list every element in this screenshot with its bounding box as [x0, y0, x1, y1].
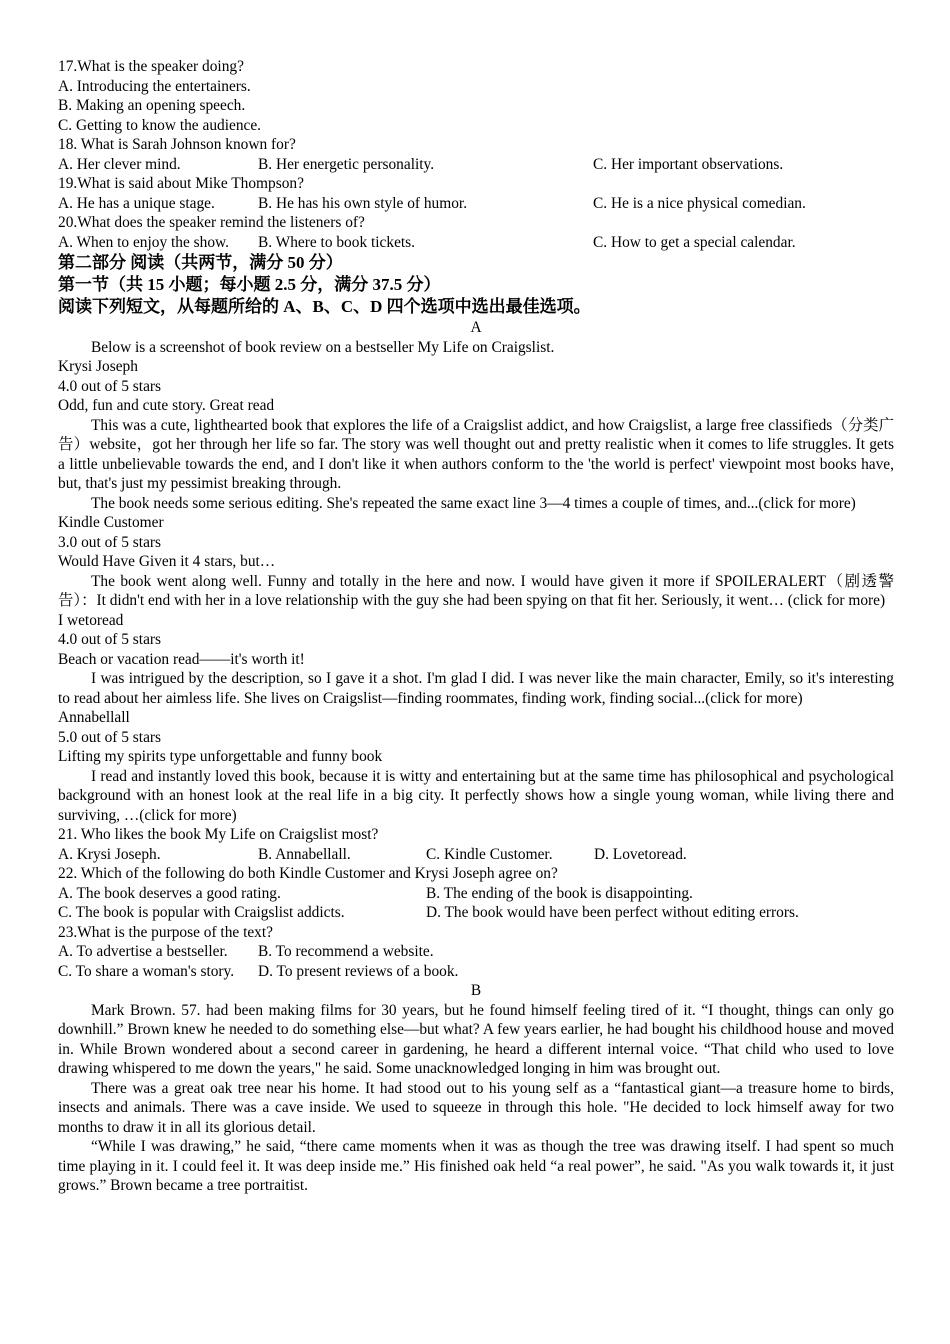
q18-options	[58, 155, 894, 175]
review-body: The book needs some serious editing. She's repeated the same exact line 3—4 times a couple of times, and...(click for more)	[91, 494, 856, 512]
q18-option-b: B. Her energetic personality.	[258, 155, 435, 173]
q23-stem: 23.What is the purpose of the text?	[58, 923, 273, 941]
review-author: Krysi Joseph	[58, 358, 138, 375]
q21-option-a: A. Krysi Joseph.	[58, 845, 161, 863]
q23-options-cd	[58, 962, 894, 982]
review-rating: 4.0 out of 5 stars	[58, 631, 162, 648]
review-author: I wetoread	[58, 611, 124, 629]
q20-option-c: C. How to get a special calendar.	[593, 233, 796, 251]
passage-b-paragraph: There was a great oak tree near his home. It had stood out to his young self as a “fantastical giant—a treasure home to birds, insects and animals. There was a cave inside. We used to squeeze in through this hole. "He decided to lock himself away for two months to draw it in all its glorious detail.	[58, 1079, 894, 1136]
q23-option-a: A. To advertise a bestseller.	[58, 943, 228, 960]
review-headline: Lifting my spirits type unforgettable and funny book	[58, 748, 383, 765]
review-body: The book went along well. Funny and totally in the here and now. I would have given it more if SPOILERALERT（剧透警告）：It didn't end with her in a love relationship with the guy she had been spying on that fit her. Seriously, it went… (click for more)	[58, 572, 894, 609]
q22-options-cd	[58, 903, 894, 923]
q22-options-ab	[58, 884, 894, 904]
review-author: Kindle Customer	[58, 514, 164, 531]
review-4	[58, 708, 894, 825]
passage-b-paragraph: “While I was drawing,” he said, “there came moments when it was as though the tree was drawing itself. I had spent so much time playing in it. I could feel it. It was deep inside me.” His finished oak held “a real power”, he said. "As you walk towards it, it just grows.” Brown became a tree portraitist.	[58, 1138, 894, 1194]
q22-stem: 22. Which of the following do both Kindle Customer and Krysi Joseph agree on?	[58, 865, 558, 882]
q19-stem: 19.What is said about Mike Thompson?	[58, 175, 304, 192]
q20-options	[58, 233, 894, 253]
review-headline: Odd, fun and cute story. Great read	[58, 397, 275, 414]
q18-stem: 18. What is Sarah Johnson known for?	[58, 136, 296, 153]
q17-option-b: B. Making an opening speech.	[58, 97, 246, 114]
q18-option-a: A. Her clever mind.	[58, 155, 181, 173]
section2-instruction: 阅读下列短文，从每题所给的 A、B、C、D 四个选项中选出最佳选项。	[58, 297, 591, 316]
document-page	[58, 57, 894, 1196]
passage-a-intro: Below is a screenshot of book review on a bestseller My Life on Craigslist.	[91, 338, 555, 356]
passage-a-label: A	[470, 319, 482, 336]
q22-option-b: B. The ending of the book is disappointing.	[426, 884, 693, 902]
q23-options-ab	[58, 942, 894, 962]
q22-option-a: A. The book deserves a good rating.	[58, 884, 281, 902]
passage-b-label: B	[470, 982, 482, 999]
q17-stem: 17.What is the speaker doing?	[58, 58, 244, 75]
review-rating: 3.0 out of 5 stars	[58, 533, 162, 551]
q20-option-b: B. Where to book tickets.	[258, 233, 416, 251]
q23-option-b: B. To recommend a website.	[258, 943, 434, 960]
passage-b-paragraph: Mark Brown. 57. had been making films for 30 years, but he found himself feeling tired of it. “I thought, things can only go downhill.” Brown knew he needed to do something else—but what? A few years earlier, he had bought his childhood house and moved in. While Brown wondered about a second career in gardening, he heard a different internal voice. “That child who used to love drawing whispered to me down the years," he said. Some unacknowledged longing in him was brought out.	[58, 1001, 894, 1077]
section2-part1-heading: 第一节（共 15 小题；每小题 2.5 分，满分 37.5 分）	[58, 275, 441, 294]
review-headline: Would Have Given it 4 stars, but…	[58, 553, 276, 570]
q21-option-c: C. Kindle Customer.	[426, 845, 553, 863]
q22-option-d: D. The book would have been perfect without editing errors.	[426, 904, 799, 921]
q19-option-b: B. He has his own style of humor.	[258, 194, 468, 212]
q19-option-a: A. He has a unique stage.	[58, 194, 215, 212]
review-rating: 4.0 out of 5 stars	[58, 377, 162, 395]
review-3	[58, 611, 894, 709]
section2-title: 第二部分 阅读（共两节，满分 50 分）	[58, 253, 343, 272]
q17-option-a: A. Introducing the entertainers.	[58, 77, 251, 95]
q21-option-b: B. Annabellall.	[258, 845, 351, 863]
q17-option-c: C. Getting to know the audience.	[58, 116, 262, 134]
q20-stem: 20.What does the speaker remind the listeners of?	[58, 214, 365, 231]
review-headline: Beach or vacation read——it's worth it!	[58, 650, 305, 668]
q19-option-c: C. He is a nice physical comedian.	[593, 194, 806, 212]
q21-options	[58, 845, 894, 865]
q20-option-a: A. When to enjoy the show.	[58, 233, 229, 251]
q21-option-d: D. Lovetoread.	[594, 845, 687, 863]
q22-option-c: C. The book is popular with Craigslist addicts.	[58, 904, 345, 921]
q18-option-c: C. Her important observations.	[593, 155, 784, 173]
review-author: Annabellall	[58, 709, 130, 726]
review-body: I read and instantly loved this book, because it is witty and entertaining but at the same time has philosophical and psychological background with an honest look at the real life in a big city. It perfectly shows how a single young woman, while living there and surviving, …(click for more)	[58, 767, 894, 824]
review-body: This was a cute, lighthearted book that explores the life of a Craigslist addict, and how Craigslist, a large free classifieds（分类广告）website，got her through her life so far. The story was well thought out and pretty realistic when it comes to life struggles. It gets a little unbelievable towards the end, and I don't like it when authors conform to the 'the world is perfect' viewpoint most books have, but, that's just my pessimist breaking through.	[58, 416, 894, 492]
review-body: I was intrigued by the description, so I gave it a shot. I'm glad I did. I was never like the main character, Emily, so it's interesting to read about her aimless life. She lives on Craigslist—finding roommates, finding work, finding social...(click for more)	[58, 670, 894, 707]
q23-option-c: C. To share a woman's story.	[58, 962, 235, 980]
review-1	[58, 357, 894, 513]
q19-options	[58, 194, 894, 214]
q23-option-d: D. To present reviews of a book.	[258, 962, 459, 980]
review-rating: 5.0 out of 5 stars	[58, 728, 162, 746]
q21-stem: 21. Who likes the book My Life on Craigslist most?	[58, 826, 379, 843]
review-2	[58, 513, 894, 611]
